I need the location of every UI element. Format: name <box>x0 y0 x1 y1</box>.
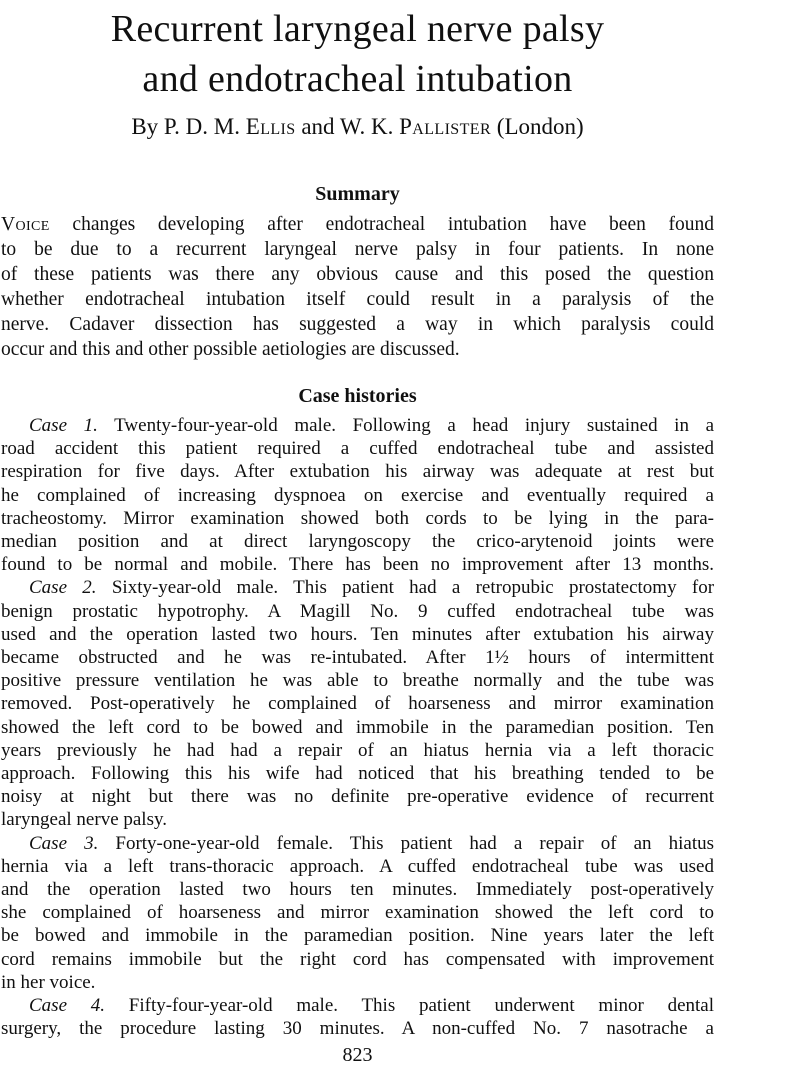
case-histories-heading: Case histories <box>298 385 417 407</box>
article-title <box>1 4 714 104</box>
summary-heading: Summary <box>315 183 400 205</box>
case-3-label: Case 3. <box>29 832 99 854</box>
case-1-label: Case 1. <box>29 415 98 436</box>
text-line: noisy at night but there was no definite pre-operative evidence of recurrent <box>1 786 714 808</box>
case-4-label: Case 4. <box>29 995 106 1017</box>
text-line-rest: changes developing after endotracheal intubation have been found <box>72 214 715 235</box>
text-line: road accident this patient required a cuffed endotracheal tube and assisted <box>1 438 714 460</box>
text-line: cord remains immobile but the right cord has compensated with improvement <box>1 948 714 970</box>
text-line: of these patients was there any obvious cause and this posed the question <box>1 264 714 285</box>
text-line: surgery, the procedure lasting 30 minutes. A non-cuffed No. 7 nasotrache a <box>1 1018 714 1040</box>
title-line-2: and endotracheal intubation <box>142 58 573 100</box>
text-line: benign prostatic hypotrophy. A Magill No. 9 cuffed endotracheal tube was <box>1 600 714 622</box>
text-line-rest: Sixty-year-old male. This patient had a retropubic prostatectomy for <box>111 577 715 599</box>
text-line: showed the left cord to be bowed and immobile in the paramedian position. Ten <box>1 716 714 738</box>
text-line: positive pressure ventilation he was able to breathe normally and the tube was <box>1 670 714 692</box>
text-line: approach. Following this his wife had noticed that his breathing tended to be <box>1 763 714 785</box>
text-line: occur and this and other possible aetiologies are discussed. <box>1 339 460 360</box>
text-line: removed. Post-operatively he complained of hoarseness and mirror examination <box>1 693 714 715</box>
text-line: respiration for five days. After extubation his airway was adequate at rest but <box>1 461 714 483</box>
case-1-paragraph <box>1 414 714 576</box>
author-pallister: Pallister <box>399 114 492 139</box>
case-2-label: Case 2. <box>29 577 97 599</box>
byline-suffix: (London) <box>496 114 584 139</box>
text-line <box>1 994 714 1017</box>
summary-paragraph <box>1 212 714 362</box>
text-line: nerve. Cadaver dissection has suggested a way in which paralysis could <box>1 314 714 335</box>
byline-prefix: By P. D. M. <box>131 114 240 139</box>
text-line: hernia via a left trans-thoracic approach. A cuffed endotracheal tube was used <box>1 855 714 877</box>
text-line: and the operation lasted two hours ten minutes. Immediately post-operatively <box>1 879 714 901</box>
author-ellis: Ellis <box>245 114 296 139</box>
text-line: whether endotracheal intubation itself could result in a paralysis of the <box>1 289 714 310</box>
text-line <box>1 576 714 599</box>
text-line: she complained of hoarseness and mirror examination showed the left cord to <box>1 902 714 924</box>
text-line: laryngeal nerve palsy. <box>1 809 167 831</box>
byline-connector: and W. K. <box>301 114 394 139</box>
text-line: median position and at direct laryngoscopy the crico-arytenoid joints were <box>1 531 714 553</box>
text-line: to be due to a recurrent laryngeal nerve palsy in four patients. In none <box>1 239 714 260</box>
text-line: became obstructed and he was re-intubated. After 1½ hours of intermittent <box>1 647 714 669</box>
text-line: used and the operation lasted two hours. Ten minutes after extubation his airway <box>1 623 714 645</box>
case-3-paragraph <box>1 832 714 994</box>
text-line: in her voice. <box>1 971 96 993</box>
text-line: he complained of increasing dyspnoea on exercise and eventually required a <box>1 484 714 506</box>
text-column <box>1 4 714 1068</box>
text-line: tracheostomy. Mirror examination showed both cords to be lying in the para- <box>1 507 714 529</box>
title-line-1: Recurrent laryngeal nerve palsy <box>110 8 605 50</box>
summary-lead-word: Voice <box>1 214 50 235</box>
text-line-rest: Twenty-four-year-old male. Following a head injury sustained in a <box>114 415 715 436</box>
text-line <box>1 832 714 855</box>
case-4-paragraph <box>1 994 714 1040</box>
text-line: be bowed and immobile in the paramedian position. Nine years later the left <box>1 925 714 947</box>
text-line-rest: Fifty-four-year-old male. This patient underwent minor dental <box>128 995 714 1017</box>
text-line <box>1 414 714 437</box>
text-line-rest: Forty-one-year-old female. This patient had a repair of an hiatus <box>115 832 714 854</box>
page-number: 823 <box>342 1044 373 1067</box>
text-line <box>1 212 714 237</box>
text-line: years previously he had had a repair of an hiatus hernia via a left thoracic <box>1 739 714 761</box>
byline <box>1 114 714 140</box>
text-line: found to be normal and mobile. There has been no improvement after 13 months. <box>1 554 714 576</box>
case-2-paragraph <box>1 576 714 831</box>
